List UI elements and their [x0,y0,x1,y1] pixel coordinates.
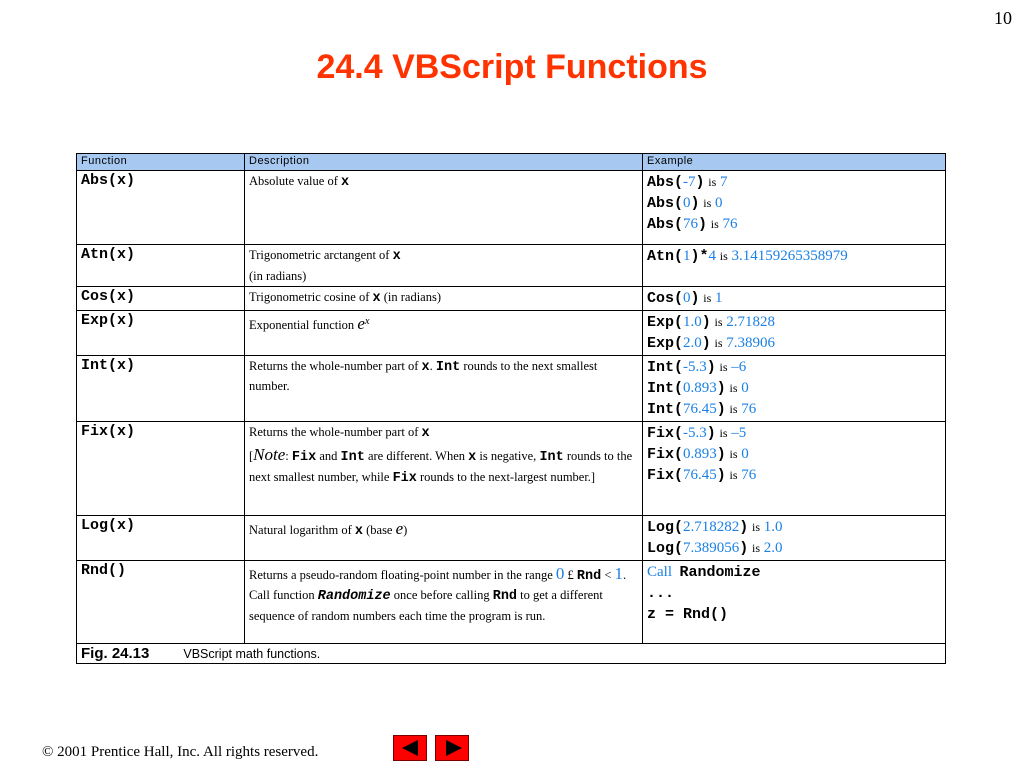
table-row [77,310,946,355]
header-description: Description [245,154,643,171]
function-description: Trigonometric cosine of x (in radians) [245,286,643,310]
copyright-footer: © 2001 Prentice Hall, Inc. All rights reserved. [42,744,319,760]
previous-slide-button[interactable] [393,735,427,761]
next-slide-button[interactable] [435,735,469,761]
function-example: Atn(1)*4 is 3.14159265358979 [643,245,946,287]
figure-caption [77,643,946,663]
table-header-row [77,154,946,171]
slide-title: 24.4 VBScript Functions [316,48,708,86]
header-example: Example [643,154,946,171]
figure-caption-row [77,643,946,663]
function-name: Fix(x) [77,421,245,515]
function-example: Fix(-5.3) is –5 Fix(0.893) is 0 Fix(76.45) is 76 [643,421,946,515]
table-row [77,515,946,560]
function-name: Exp(x) [77,310,245,355]
function-description: Returns the whole-number part of x. Int rounds to the next smallest number. [245,355,643,421]
table-row [77,355,946,421]
function-name: Int(x) [77,355,245,421]
function-description: Trigonometric arctangent of x (in radians) [245,245,643,287]
function-description: Natural logarithm of x (base e) [245,515,643,560]
function-example: Log(2.718282) is 1.0 Log(7.389056) is 2.0 [643,515,946,560]
function-example: Cos(0) is 1 [643,286,946,310]
left-arrow-icon [402,740,418,756]
function-name: Atn(x) [77,245,245,287]
function-name: Cos(x) [77,286,245,310]
figure-label: Fig. 24.13 [81,644,150,662]
table-row [77,286,946,310]
function-name: Log(x) [77,515,245,560]
function-description: Absolute value of x [245,171,643,245]
table-row [77,171,946,245]
table-row [77,245,946,287]
function-description: Returns the whole-number part of x [Note: Fix and Int are different. When x is negative, Int rounds to the next smallest number, while Fix rounds to the next-largest number.] [245,421,643,515]
right-arrow-icon [446,740,462,756]
function-name: Abs(x) [77,171,245,245]
function-example: Abs(-7) is 7 Abs(0) is 0 Abs(76) is 76 [643,171,946,245]
function-example: Exp(1.0) is 2.71828 Exp(2.0) is 7.38906 [643,310,946,355]
math-functions-table [76,153,946,664]
function-example: Call Randomize ... z = Rnd() [643,560,946,643]
function-description: Exponential function $e^x$ [245,310,643,355]
header-function: Function [77,154,245,171]
table-row [77,560,946,643]
page-number: 10 [994,8,1012,28]
figure-caption-text: VBScript math functions. [183,646,321,661]
table-row [77,421,946,515]
function-description: Returns a pseudo-random floating-point number in the range 0 £ Rnd < 1. Call function Randomize once before calling Rnd to get a different sequence of random numbers each time the program is run. [245,560,643,643]
function-example: Int(-5.3) is –6 Int(0.893) is 0 Int(76.45) is 76 [643,355,946,421]
function-name: Rnd() [77,560,245,643]
